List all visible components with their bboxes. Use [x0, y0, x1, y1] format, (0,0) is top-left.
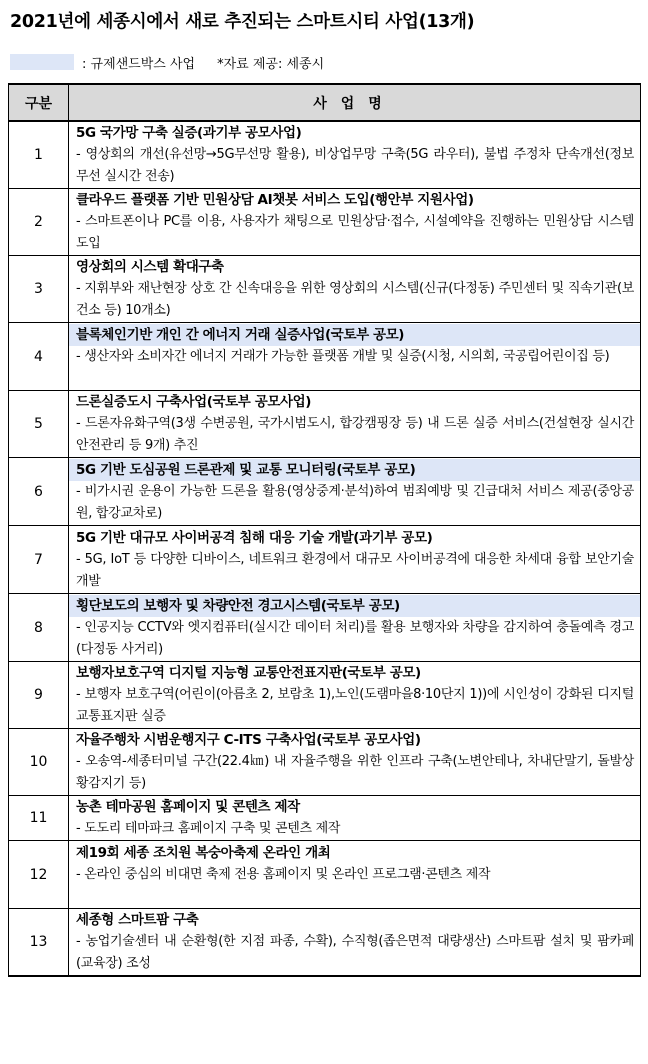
highlight-swatch: [10, 54, 74, 70]
project-cell: [69, 594, 641, 662]
project-description: - 오송역-세종터미널 구간(22.4㎞) 내 자율주행을 위한 인프라 구축(노변안테나, 차내단말기, 돌발상황감지기 등): [76, 754, 634, 791]
project-title: 제19회 세종 조치원 복숭아축제 온라인 개최: [76, 844, 331, 861]
project-item: [69, 662, 640, 728]
table-row: [9, 662, 641, 729]
project-title: 드론실증도시 구축사업(국토부 공모사업): [76, 394, 312, 410]
projects-table: [8, 83, 641, 977]
table-row: [9, 391, 641, 458]
project-cell: [69, 256, 641, 323]
project-title: 영상회의 시스템 확대구축: [76, 259, 224, 275]
table-row: [9, 841, 641, 909]
row-number: 5: [9, 391, 69, 458]
project-title: 클라우드 플랫폼 기반 민원상담 AI챗봇 서비스 도입(행안부 지원사업): [76, 192, 474, 208]
project-title: 보행자보호구역 디지털 지능형 교통안전표지판(국토부 공모): [76, 665, 421, 681]
project-title: 세종형 스마트팜 구축: [76, 912, 199, 928]
table-row: [9, 189, 641, 256]
project-description: - 농업기술센터 내 순환형(한 지점 파종, 수확), 수직형(좁은면적 대량생산) 스마트팜 설치 및 팜카페(교육장) 조성: [76, 934, 634, 971]
row-number: 1: [9, 121, 69, 189]
legend: [10, 52, 324, 72]
project-description: - 보행자 보호구역(어린이(아름초 2, 보람초 1),노인(도램마을8·10단지 1))에 시인성이 강화된 디지털 교통표지판 실증: [76, 687, 634, 724]
row-number: 7: [9, 526, 69, 594]
legend-label: : 규제샌드박스 사업: [82, 56, 196, 72]
table-row: [9, 909, 641, 977]
project-description: - 인공지능 CCTV와 엣지컴퓨터(실시간 데이터 처리)를 활용 보행자와 차량을 감지하여 충돌예측 경고(다정동 사거리): [76, 619, 634, 657]
project-item: [69, 527, 640, 593]
table-row: [9, 729, 641, 796]
project-item: [69, 189, 640, 255]
project-item: [69, 391, 640, 457]
row-number: 6: [9, 458, 69, 526]
project-item: [69, 909, 640, 975]
project-cell: [69, 796, 641, 841]
project-item: [69, 729, 640, 795]
document-title: 2021년에 세종시에서 새로 추진되는 스마트시티 사업(13개): [10, 12, 475, 32]
row-number: 10: [9, 729, 69, 796]
project-item: [69, 595, 640, 661]
project-description: - 비가시권 운용이 가능한 드론을 활용(영상중계·분석)하여 범죄예방 및 긴급대처 서비스 제공(중앙공원, 합강교차로): [76, 483, 634, 521]
row-number: 12: [9, 841, 69, 909]
project-item: [69, 256, 640, 322]
project-cell: [69, 729, 641, 796]
row-number: 8: [9, 594, 69, 662]
project-cell: [69, 909, 641, 977]
table-row: [9, 796, 641, 841]
project-cell: [69, 662, 641, 729]
table-row: [9, 256, 641, 323]
project-title: 5G 기반 대규모 사이버공격 침해 대응 기술 개발(과기부 공모): [76, 529, 433, 546]
project-cell: [69, 841, 641, 909]
row-number: 11: [9, 796, 69, 841]
table-body: [9, 121, 641, 976]
project-cell: [69, 391, 641, 458]
project-description: - 스마트폰이나 PC를 이용, 사용자가 채팅으로 민원상담·접수, 시설예약을 진행하는 민원상담 시스템 도입: [76, 214, 634, 251]
project-description: - 온라인 중심의 비대면 축제 전용 홈페이지 및 온라인 프로그램·콘텐츠 제작: [76, 866, 491, 882]
project-description: - 생산자와 소비자간 에너지 거래가 가능한 플랫폼 개발 및 실증(시청, 시의회, 국공립어린이집 등): [76, 348, 610, 364]
project-description: - 영상회의 개선(유선망→5G무선망 활용), 비상업무망 구축(5G 라우터), 불법 주정차 단속개선(정보 무선 실시간 전송): [76, 147, 634, 184]
table-row: [9, 121, 641, 189]
source-note: *자료 제공: 세종시: [217, 56, 325, 72]
row-number: 4: [9, 323, 69, 391]
project-cell: [69, 526, 641, 594]
project-title: 블록체인기반 개인 간 에너지 거래 실증사업(국토부 공모): [69, 324, 640, 346]
project-title: 농촌 테마공원 홈페이지 및 콘텐츠 제작: [76, 799, 300, 815]
project-item: [69, 122, 640, 188]
project-title: 5G 기반 도심공원 드론관제 및 교통 모니터링(국토부 공모): [69, 459, 640, 481]
header-category: 구분: [9, 84, 69, 121]
project-cell: [69, 458, 641, 526]
project-title: 횡단보도의 보행자 및 차량안전 경고시스템(국토부 공모): [69, 595, 640, 617]
project-description: - 지휘부와 재난현장 상호 간 신속대응을 위한 영상회의 시스템(신규(다정동) 주민센터 및 직속기관(보건소 등) 10개소): [76, 281, 634, 318]
table-row: [9, 526, 641, 594]
project-item: [69, 842, 640, 908]
project-cell: [69, 121, 641, 189]
project-cell: [69, 189, 641, 256]
row-number: 2: [9, 189, 69, 256]
row-number: 13: [9, 909, 69, 977]
table-row: [9, 323, 641, 391]
table-row: [9, 458, 641, 526]
project-description: - 5G, IoT 등 다양한 디바이스, 네트워크 환경에서 대규모 사이버공격에 대응한 차세대 융합 보안기술 개발: [76, 551, 634, 589]
project-item: [69, 796, 640, 840]
project-description: - 드론자유화구역(3생 수변공원, 국가시범도시, 합강캠핑장 등) 내 드론 실증 서비스(건설현장 실시간 안전관리 등 9개) 추진: [76, 416, 634, 453]
table-row: [9, 594, 641, 662]
project-item: [69, 459, 640, 525]
project-title: 5G 국가망 구축 실증(과기부 공모사업): [76, 125, 302, 141]
project-cell: [69, 323, 641, 391]
header-project-name: 사업명: [69, 84, 641, 121]
row-number: 3: [9, 256, 69, 323]
project-description: - 도도리 테마파크 홈페이지 구축 및 콘텐츠 제작: [76, 821, 341, 836]
project-title: 자율주행차 시범운행지구 C-ITS 구축사업(국토부 공모사업): [76, 732, 421, 748]
project-item: [69, 324, 640, 390]
table-header: [9, 84, 641, 121]
row-number: 9: [9, 662, 69, 729]
